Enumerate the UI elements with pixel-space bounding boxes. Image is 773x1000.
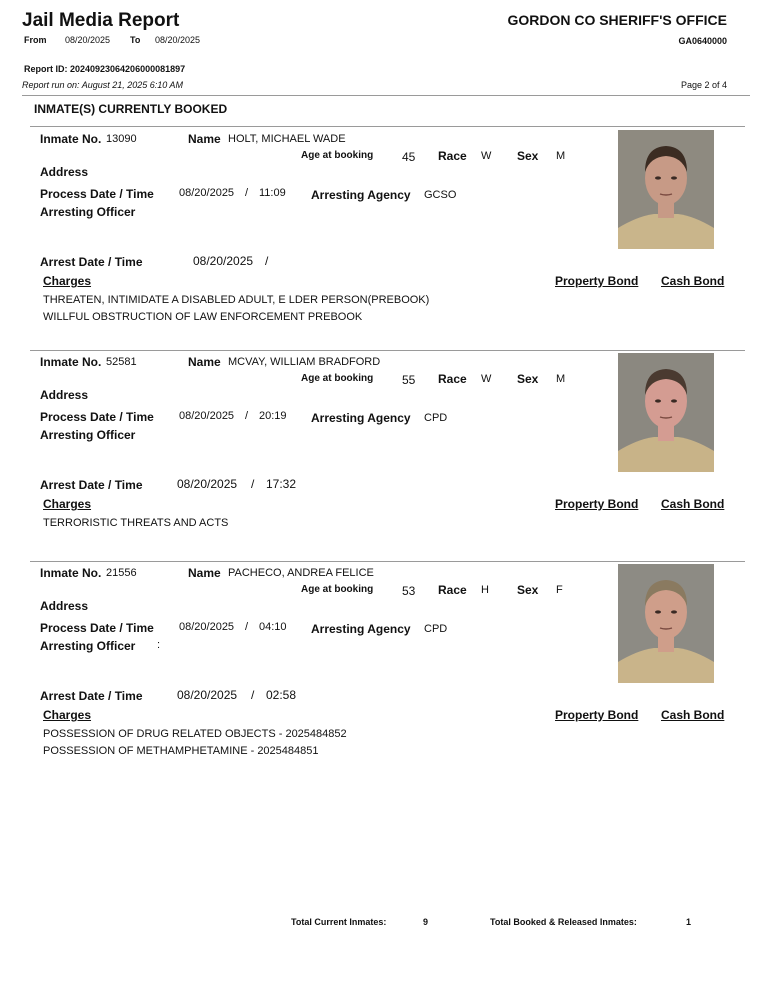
booking-photo xyxy=(618,130,714,249)
process-time-value: 20:19 xyxy=(259,410,287,422)
arrest-date-label: Arrest Date / Time xyxy=(40,255,143,269)
arrest-time-value: 02:58 xyxy=(266,688,297,702)
arresting-officer-label: Arresting Officer xyxy=(40,428,136,442)
process-date-label: Process Date / Time xyxy=(40,410,154,424)
process-time-value: 04:10 xyxy=(259,621,287,633)
arresting-officer-value: : xyxy=(157,639,161,651)
sex-label: Sex xyxy=(517,583,539,597)
page-number: Page 2 of 4 xyxy=(680,80,727,90)
section-title: INMATE(S) CURRENTLY BOOKED xyxy=(34,102,228,116)
report-run-on: Report run on: August 21, 2025 6:10 AM xyxy=(22,80,183,90)
age-value: 53 xyxy=(402,584,416,598)
age-value: 45 xyxy=(402,150,416,164)
arresting-agency-value: GCSO xyxy=(424,189,457,201)
arrest-date-label: Arrest Date / Time xyxy=(40,478,143,492)
arrest-slash: / xyxy=(251,477,255,491)
charges-label: Charges xyxy=(43,274,92,288)
charges-list xyxy=(43,292,429,326)
inmate-no-value: 13090 xyxy=(106,133,137,145)
arresting-officer-label: Arresting Officer xyxy=(40,639,136,653)
arresting-agency-value: CPD xyxy=(424,412,448,424)
arresting-agency-label: Arresting Agency xyxy=(311,188,411,202)
arrest-date-value: 08/20/2025 xyxy=(193,254,254,268)
address-label: Address xyxy=(40,599,89,613)
process-slash: / xyxy=(245,187,249,199)
inmate-name: PACHECO, ANDREA FELICE xyxy=(228,567,374,579)
cash-bond-label: Cash Bond xyxy=(661,708,725,722)
cash-bond-label: Cash Bond xyxy=(661,497,725,511)
inmate-no-label: Inmate No. xyxy=(40,566,102,580)
process-date-value: 08/20/2025 xyxy=(179,621,235,633)
report-title: Jail Media Report xyxy=(22,10,180,31)
charges-label: Charges xyxy=(43,497,92,511)
inmate-record xyxy=(0,130,773,340)
cash-bond-label: Cash Bond xyxy=(661,274,725,288)
sex-value: F xyxy=(556,584,563,596)
inmate-name: HOLT, MICHAEL WADE xyxy=(228,133,346,145)
arresting-officer-label: Arresting Officer xyxy=(40,205,136,219)
inmate-record xyxy=(0,353,773,563)
arrest-date-value: 08/20/2025 xyxy=(177,688,238,702)
total-current-value: 9 xyxy=(423,917,429,927)
address-label: Address xyxy=(40,388,89,402)
sex-value: M xyxy=(556,373,566,385)
process-date-label: Process Date / Time xyxy=(40,187,154,201)
sex-label: Sex xyxy=(517,149,539,163)
inmate-no-value: 21556 xyxy=(106,567,137,579)
property-bond-label: Property Bond xyxy=(555,274,639,288)
race-value: H xyxy=(481,584,489,596)
to-label: To xyxy=(130,35,141,45)
race-value: W xyxy=(481,150,492,162)
race-label: Race xyxy=(438,372,467,386)
process-time-value: 11:09 xyxy=(259,187,286,199)
arrest-slash: / xyxy=(251,688,255,702)
from-label: From xyxy=(24,35,47,45)
name-label: Name xyxy=(188,132,221,146)
property-bond-label: Property Bond xyxy=(555,497,639,511)
age-value: 55 xyxy=(402,373,416,387)
header-divider xyxy=(22,95,750,96)
agency-code: GA0640000 xyxy=(678,36,727,46)
total-current-label: Total Current Inmates: xyxy=(291,917,387,927)
section-divider xyxy=(30,126,745,127)
arresting-agency-label: Arresting Agency xyxy=(311,622,411,636)
age-label: Age at booking xyxy=(301,150,374,161)
booking-photo xyxy=(618,353,714,472)
agency-name: GORDON CO SHERIFF'S OFFICE xyxy=(507,12,727,28)
age-label: Age at booking xyxy=(301,373,374,384)
process-date-label: Process Date / Time xyxy=(40,621,154,635)
inmate-divider xyxy=(30,350,745,351)
race-label: Race xyxy=(438,583,467,597)
arresting-agency-label: Arresting Agency xyxy=(311,411,411,425)
sex-label: Sex xyxy=(517,372,539,386)
inmate-no-label: Inmate No. xyxy=(40,355,102,369)
charge-item: POSSESSION OF METHAMPHETAMINE - 2025484851 xyxy=(43,745,319,757)
arrest-time-value: 17:32 xyxy=(266,477,297,491)
report-id: Report ID: 20240923064206000081897 xyxy=(24,64,186,74)
name-label: Name xyxy=(188,566,221,580)
charges-label: Charges xyxy=(43,708,92,722)
charge-item: THREATEN, INTIMIDATE A DISABLED ADULT, E LDER PERSON(PREBOOK) xyxy=(43,294,430,306)
charge-item: TERRORISTIC THREATS AND ACTS xyxy=(43,517,229,529)
total-booked-released-value: 1 xyxy=(686,917,692,927)
race-value: W xyxy=(481,373,492,385)
charge-item: POSSESSION OF DRUG RELATED OBJECTS - 2025484852 xyxy=(43,728,347,740)
name-label: Name xyxy=(188,355,221,369)
arrest-date-label: Arrest Date / Time xyxy=(40,689,143,703)
process-slash: / xyxy=(245,410,249,422)
inmate-no-value: 52581 xyxy=(106,356,137,368)
arrest-slash: / xyxy=(265,254,269,268)
process-date-value: 08/20/2025 xyxy=(179,410,235,422)
age-label: Age at booking xyxy=(301,584,374,595)
inmate-no-label: Inmate No. xyxy=(40,132,102,146)
arresting-agency-value: CPD xyxy=(424,623,448,635)
property-bond-label: Property Bond xyxy=(555,708,639,722)
arrest-date-value: 08/20/2025 xyxy=(177,477,238,491)
charges-list xyxy=(43,515,228,532)
address-label: Address xyxy=(40,165,89,179)
process-slash: / xyxy=(245,621,249,633)
sex-value: M xyxy=(556,150,566,162)
inmate-record xyxy=(0,564,773,774)
total-booked-released-label: Total Booked & Released Inmates: xyxy=(490,917,637,927)
charge-item: WILLFUL OBSTRUCTION OF LAW ENFORCEMENT PREBOOK xyxy=(43,311,363,323)
inmate-name: MCVAY, WILLIAM BRADFORD xyxy=(228,356,381,368)
inmate-divider xyxy=(30,561,745,562)
from-date: 08/20/2025 xyxy=(65,35,111,45)
booking-photo xyxy=(618,564,714,683)
process-date-value: 08/20/2025 xyxy=(179,187,235,199)
race-label: Race xyxy=(438,149,467,163)
charges-list xyxy=(43,726,347,760)
to-date: 08/20/2025 xyxy=(155,35,201,45)
